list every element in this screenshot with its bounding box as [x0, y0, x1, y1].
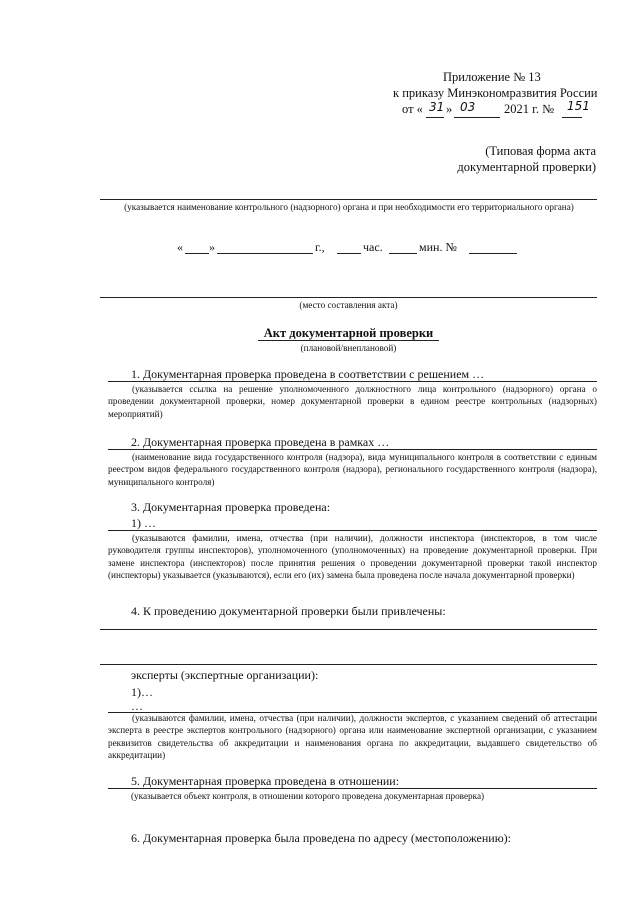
- section5-line: [108, 788, 597, 789]
- date-prefix: от «: [402, 102, 423, 116]
- place-line: [100, 297, 597, 298]
- number-blank: [469, 253, 517, 254]
- section5-title: 5. Документарная проверка проведена в отношении:: [131, 774, 400, 788]
- section3-item: 1) …: [131, 516, 156, 530]
- form-type-line2: документарной проверки): [457, 160, 596, 174]
- order-year-number-label: 2021 г. №: [504, 102, 555, 116]
- section3-title: 3. Документарная проверка проведена:: [131, 500, 331, 514]
- day-blank: [185, 253, 209, 254]
- form-type-line1: (Типовая форма акта: [485, 144, 596, 158]
- section2-line: [108, 449, 597, 450]
- act-title: Акт документарной проверки: [263, 326, 434, 340]
- section3-caption: (указываются фамилии, имена, отчества (при наличии), должности инспектора (инспекторов, в том числе руководителя группы инспекторов), уполномоченного (уполномоченных) на проведение документарной проверки. При замене инспектора (инспекторов) после принятия решения о проведении документарной проверки такой инспектор (инспекторы) указывается (указываются), если его (их) замена была проведена после начала документарной проверки): [108, 533, 597, 581]
- year-label: г.,: [315, 240, 325, 254]
- order-month: 03: [460, 100, 476, 114]
- section2-caption: (наименование вида государственного контроля (надзора), вида муниципального контроля в соответствии с единым реестром видов федерального государственного контроля (надзора), регионального государственного контроля (надзора), муниципального контроля): [108, 452, 597, 487]
- day-underline: [426, 117, 444, 118]
- section3-line: [108, 530, 597, 531]
- authority-line: [100, 199, 597, 200]
- place-caption: (место составления акта): [299, 300, 398, 310]
- month-underline: [454, 117, 500, 118]
- section5-caption: (указывается объект контроля, в отношении которого проведена документарная проверка): [131, 791, 485, 801]
- section6-title: 6. Документарная проверка была проведена по адресу (местоположению):: [131, 831, 512, 845]
- date-close-quote: »: [209, 240, 215, 254]
- date-separator: »: [446, 102, 453, 116]
- section4-line1: [100, 629, 597, 630]
- act-title-underline: [258, 340, 439, 341]
- hours-label: час.: [363, 240, 383, 254]
- number-underline: [562, 117, 582, 118]
- section1-line: [108, 381, 597, 382]
- hour-blank: [337, 253, 361, 254]
- order-number: 151: [567, 99, 590, 113]
- section1-title: 1. Документарная проверка проведена в соответствии с решением …: [131, 367, 485, 381]
- section1-caption: (указывается ссылка на решение уполномоченного должностного лица контрольного (надзорного) органа о проведении документарной проверки, номер документарной проверки в едином реестре контрольных (надзорных) мероприятий): [108, 384, 597, 419]
- date-time-row: [177, 240, 537, 256]
- section4-title: 4. К проведению документарной проверки были привлечены:: [131, 604, 446, 618]
- section4-line2: [100, 664, 597, 665]
- order-reference: к приказу Минэкономразвития России: [393, 86, 598, 100]
- date-open-quote: «: [177, 240, 183, 254]
- minutes-number-label: мин. №: [419, 240, 457, 254]
- section4-caption: (указываются фамилии, имена, отчества (при наличии), должности экспертов, с указанием сведений об аттестации эксперта в реестре экспертов контрольного (надзорного) органа или наименование экспертной организации, с указанием реквизитов свидетельства об аккредитации и наименования органа по аккредитации, выдавшего свидетельство об аккредитации): [108, 713, 597, 761]
- order-date-line: [402, 101, 602, 118]
- minute-blank: [389, 253, 417, 254]
- authority-caption: (указывается наименование контрольного (надзорного) органа и при необходимости его территориального органа): [124, 202, 574, 212]
- section2-title: 2. Документарная проверка проведена в рамках …: [131, 435, 390, 449]
- experts-item: 1)…: [131, 685, 153, 699]
- order-day: 31: [429, 100, 445, 114]
- act-subtitle: (плановой/внеплановой): [300, 343, 397, 353]
- month-blank: [217, 253, 313, 254]
- experts-ellipsis: …: [131, 699, 143, 713]
- appendix-number: Приложение № 13: [443, 70, 541, 84]
- experts-label: эксперты (экспертные организации):: [131, 668, 319, 682]
